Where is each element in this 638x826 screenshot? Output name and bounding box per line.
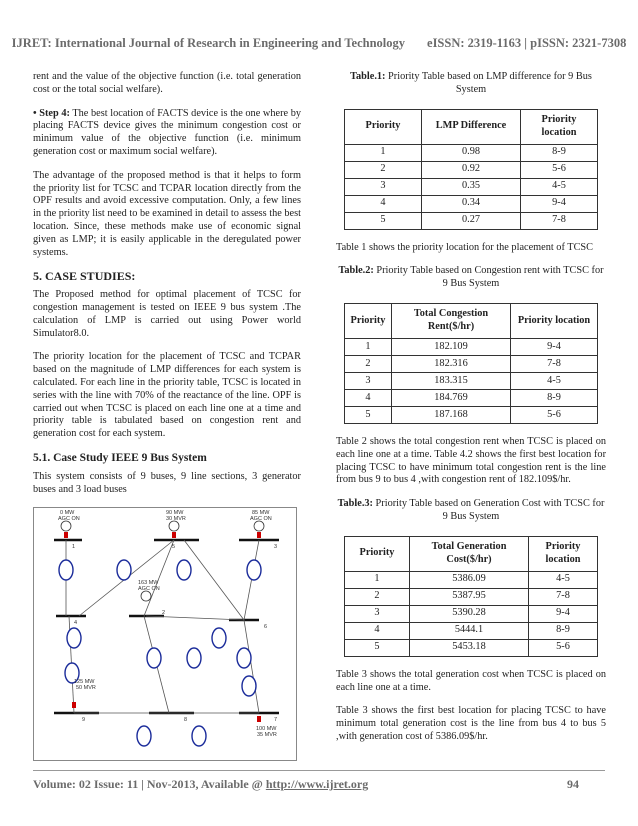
gen1-label: 0 MW	[60, 510, 75, 517]
table1-caption-label: Table.1:	[350, 71, 386, 82]
load9a-label: 125 MW	[74, 679, 95, 686]
bus3-label: 3	[274, 544, 278, 551]
col-header: Priority	[345, 536, 410, 571]
table-header-row	[345, 536, 598, 571]
table-cell: 4-5	[529, 571, 598, 588]
gen-mid-a-label: 163 MW	[138, 580, 159, 587]
table2-note: Table 2 shows the total congestion rent when TCSC is placed on each line one at a time. Table 4.2 shows the first best location for placing TCSC to have minimum total congestion rent is the line from bus 9 to bus 4 ,with congestion rent of 182.109$/hr.	[336, 435, 606, 486]
table2	[344, 303, 598, 424]
page-number: 94	[567, 777, 579, 791]
table-cell: 0.27	[422, 212, 521, 229]
bus4-label: 4	[74, 620, 78, 627]
table-header-row	[345, 109, 598, 144]
table-row	[345, 338, 598, 355]
journal-title: IJRET: International Journal of Research in Engineering and Technology	[11, 36, 406, 50]
table-cell: 9-4	[511, 338, 598, 355]
table-cell: 5	[345, 639, 410, 656]
col-header: Priority	[345, 109, 422, 144]
table-cell: 5-6	[529, 639, 598, 656]
bus7-label: 7	[274, 717, 278, 724]
table-cell: 1	[345, 571, 410, 588]
table-cell: 8-9	[529, 622, 598, 639]
table-row	[345, 372, 598, 389]
table-cell: 5453.18	[410, 639, 529, 656]
table-row	[345, 571, 598, 588]
table-row	[345, 355, 598, 372]
footer-text: Volume: 02 Issue: 11 | Nov-2013, Available @	[33, 777, 266, 791]
table-cell: 4	[345, 195, 422, 212]
subsection-heading: 5.1. Case Study IEEE 9 Bus System	[33, 451, 207, 464]
step4-label: • Step 4:	[33, 107, 70, 119]
table-cell: 4-5	[521, 178, 598, 195]
table2-caption	[336, 265, 606, 291]
table-row	[345, 588, 598, 605]
bus2-label: 2	[162, 610, 166, 617]
agc3-label: AGC ON	[250, 516, 272, 523]
agc1-label: AGC ON	[58, 516, 80, 523]
col-header: Priority	[345, 303, 392, 338]
table-cell: 5387.95	[410, 588, 529, 605]
col-header: LMP Difference	[422, 109, 521, 144]
paragraph: rent and the value of the objective function (i.e. total generation cost or the total social welfare).	[33, 71, 301, 95]
table-cell: 183.315	[392, 372, 511, 389]
gen2a-label: 90 MW	[166, 510, 184, 517]
col-header: Total Congestion Rent($/hr)	[392, 303, 511, 338]
table-cell: 5390.28	[410, 605, 529, 622]
section-heading: 5. CASE STUDIES:	[33, 269, 136, 284]
table-cell: 5-6	[511, 406, 598, 423]
table-cell: 4	[345, 622, 410, 639]
gen-mid-b-label: AGC ON	[138, 586, 160, 593]
table-cell: 7-8	[529, 588, 598, 605]
table-cell: 3	[345, 372, 392, 389]
table-cell: 5-6	[521, 161, 598, 178]
table-row	[345, 389, 598, 406]
ieee-9-bus-diagram	[33, 507, 297, 761]
table3	[344, 536, 598, 657]
table-header-row	[345, 303, 598, 338]
table-cell: 4-5	[511, 372, 598, 389]
table-cell: 4	[345, 389, 392, 406]
paragraph: This system consists of 9 buses, 9 line sections, 3 generator buses and 3 load buses	[33, 470, 301, 495]
load7b-label: 35 MVR	[257, 732, 277, 739]
table-cell: 0.98	[422, 144, 521, 161]
table-cell: 2	[345, 355, 392, 372]
table1	[344, 109, 598, 230]
table1-note: Table 1 shows the priority location for the placement of TCSC	[336, 241, 594, 253]
paragraph: The advantage of the proposed method is that it helps to form the priority list for TCSC and TCPAR location directly from the OPF results and avoid excessive computation. Only, a few lines in the priority list need to be examined in detail to assess the best location. Since, these methods make use of economic signal given as LMP; it is easily applicable in the deregulated power systems.	[33, 169, 301, 258]
load7a-label: 100 MW	[256, 726, 277, 733]
table-cell: 0.35	[422, 178, 521, 195]
table3-caption	[336, 498, 606, 524]
table-cell: 1	[345, 338, 392, 355]
col-header: Total Generation Cost($/hr)	[410, 536, 529, 571]
table-cell: 7-8	[521, 212, 598, 229]
table-row	[345, 212, 598, 229]
table-row	[345, 195, 598, 212]
col-header: Priority location	[521, 109, 598, 144]
table3-caption-text: Priority Table based on Generation Cost with TCSC for 9 Bus System	[372, 498, 605, 522]
page-header	[0, 36, 638, 51]
bus8-label: 8	[184, 717, 188, 724]
col-header: Priority location	[529, 536, 598, 571]
table-cell: 8-9	[511, 389, 598, 406]
bus9-label: 9	[82, 717, 86, 724]
issn: eISSN: 2319-1163 | pISSN: 2321-7308	[427, 36, 627, 50]
paragraph: The priority location for the placement of TCSC and TCPAR based on the magnitude of LMP differences for each system is calculated. For each line in the priority table, TCSC is located in series with the line with 70% of the reactance of the line. OPF is carried out when TCSC is placed on each line one at a time and priority table is tabulated based on congestion rent and generation cost for each system.	[33, 351, 301, 440]
gen3-label: 85 MW	[252, 510, 270, 517]
table-cell: 182.316	[392, 355, 511, 372]
load9b-label: 50 MVR	[76, 685, 96, 692]
bus1-label: 1	[72, 544, 76, 551]
table-row	[345, 605, 598, 622]
table-cell: 184.769	[392, 389, 511, 406]
table2-caption-text: Priority Table based on Congestion rent with TCSC for 9 Bus System	[373, 265, 604, 290]
table3-caption-label: Table.3:	[337, 498, 373, 510]
table-cell: 0.92	[422, 161, 521, 178]
table2-caption-label: Table.2:	[338, 265, 374, 277]
table-cell: 3	[345, 178, 422, 195]
table-cell: 2	[345, 161, 422, 178]
table-row	[345, 144, 598, 161]
table-cell: 8-9	[521, 144, 598, 161]
table-row	[345, 639, 598, 656]
table-cell: 3	[345, 605, 410, 622]
col-header: Priority location	[511, 303, 598, 338]
table-row	[345, 178, 598, 195]
paragraph: The Proposed method for optimal placement of TCSC for congestion management is tested on IEEE 9 bus system .The calculation of LMP is carried out using Power world Simulator8.0.	[33, 289, 301, 339]
table3-note: Table 3 shows the total generation cost when TCSC is placed on each line one at a time.	[336, 668, 606, 693]
journal-link[interactable]: http://www.ijret.org	[265, 777, 369, 791]
table-cell: 5386.09	[410, 571, 529, 588]
table1-caption	[336, 71, 606, 97]
table-cell: 5	[345, 212, 422, 229]
table-cell: 2	[345, 588, 410, 605]
table-row	[345, 622, 598, 639]
table-cell: 9-4	[521, 195, 598, 212]
table3-note: Table 3 shows the first best location for placing TCSC to have minimum total generation cost is the line from bus 4 to bus 5 ,with generation cost of 5386.09$/hr.	[336, 705, 606, 742]
table-cell: 7-8	[511, 355, 598, 372]
table-cell: 0.34	[422, 195, 521, 212]
table-cell: 5	[345, 406, 392, 423]
table-row	[345, 161, 598, 178]
step4-paragraph	[33, 108, 301, 159]
gen2b-label: 30 MVR	[166, 516, 186, 523]
page-footer	[33, 770, 605, 792]
table-row	[345, 406, 598, 423]
table-cell: 187.168	[392, 406, 511, 423]
table-cell: 1	[345, 144, 422, 161]
table-cell: 182.109	[392, 338, 511, 355]
right-column	[336, 71, 606, 755]
bus5-label: 5	[172, 544, 176, 551]
left-column	[33, 71, 301, 761]
table-cell: 5444.1	[410, 622, 529, 639]
step4-text: The best location of FACTS device is the one where by placing FACTS device gives the minimum congestion cost or minimum value of the objective function (i.e. minimum generation cost or maximum social welfare).	[33, 107, 301, 157]
table-cell: 9-4	[529, 605, 598, 622]
bus6-label: 6	[264, 624, 268, 631]
table1-caption-text: Priority Table based on LMP difference for 9 Bus System	[385, 71, 592, 95]
